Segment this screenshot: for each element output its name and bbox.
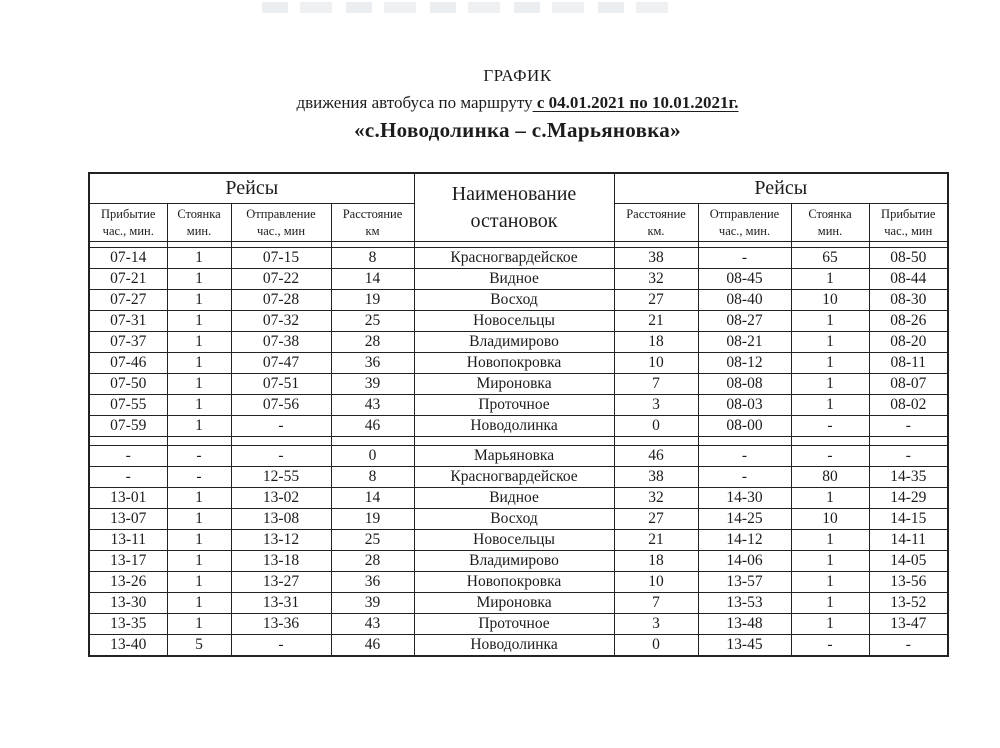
cell-stop-right: 1 bbox=[791, 374, 869, 395]
cell-departure-right: 08-21 bbox=[698, 332, 791, 353]
schedule-table bbox=[88, 172, 949, 657]
cell-departure-left: 07-56 bbox=[231, 395, 331, 416]
cell-distance-left: 46 bbox=[331, 416, 414, 437]
cell-departure-left: 07-51 bbox=[231, 374, 331, 395]
cell-stop-left: 1 bbox=[167, 332, 231, 353]
cell-stop-left: 1 bbox=[167, 593, 231, 614]
cell-arrival-right: 14-11 bbox=[869, 530, 948, 551]
col-header-arrival-left bbox=[89, 204, 167, 242]
cell-stop-left: 1 bbox=[167, 614, 231, 635]
cell-departure-right: 13-48 bbox=[698, 614, 791, 635]
stops-header-line1: Наименование bbox=[451, 182, 577, 205]
cell-departure-left: - bbox=[231, 446, 331, 467]
cell-departure-left: 13-36 bbox=[231, 614, 331, 635]
cell-distance-right: 32 bbox=[614, 269, 698, 290]
cell-distance-right: 27 bbox=[614, 509, 698, 530]
table-row bbox=[89, 395, 948, 416]
table-row bbox=[89, 374, 948, 395]
cell-arrival-right: - bbox=[869, 416, 948, 437]
cell-arrival-right: 08-11 bbox=[869, 353, 948, 374]
cell-stop-right: 1 bbox=[791, 593, 869, 614]
cell-stop-left: 1 bbox=[167, 416, 231, 437]
cell-stop-right: 1 bbox=[791, 530, 869, 551]
cell-departure-right: 08-45 bbox=[698, 269, 791, 290]
cell-departure-right: 14-06 bbox=[698, 551, 791, 572]
cell-stop-right: 1 bbox=[791, 488, 869, 509]
route-dates: с 04.01.2021 по 10.01.2021г. bbox=[532, 92, 739, 112]
cell-stop-right: 1 bbox=[791, 353, 869, 374]
cell-stop-left: 1 bbox=[167, 269, 231, 290]
cell-stop-right: 1 bbox=[791, 614, 869, 635]
cell-departure-left: 13-08 bbox=[231, 509, 331, 530]
group-header-row bbox=[89, 173, 948, 204]
cell-stop-right: 10 bbox=[791, 290, 869, 311]
cell-arrival-left: 13-17 bbox=[89, 551, 167, 572]
cell-stop-left: 1 bbox=[167, 572, 231, 593]
cell-arrival-right: 13-47 bbox=[869, 614, 948, 635]
cell-station: Новодолинка bbox=[414, 416, 614, 437]
cell-stop-right: 65 bbox=[791, 248, 869, 269]
table-row bbox=[89, 488, 948, 509]
cell-stop-left: 1 bbox=[167, 311, 231, 332]
document-title-block bbox=[88, 66, 947, 142]
cell-station: Красногвардейское bbox=[414, 248, 614, 269]
cell-arrival-right: 08-50 bbox=[869, 248, 948, 269]
spacer-cell bbox=[791, 437, 869, 446]
cell-departure-left: 07-15 bbox=[231, 248, 331, 269]
cell-stop-right: - bbox=[791, 446, 869, 467]
cell-arrival-right: 08-30 bbox=[869, 290, 948, 311]
col-header-distance-right bbox=[614, 204, 698, 242]
table-body bbox=[89, 173, 948, 656]
table-row bbox=[89, 530, 948, 551]
cell-station: Видное bbox=[414, 269, 614, 290]
spacer-cell bbox=[167, 437, 231, 446]
cell-arrival-right: 13-56 bbox=[869, 572, 948, 593]
cell-stop-left: 1 bbox=[167, 374, 231, 395]
cell-departure-right: 08-27 bbox=[698, 311, 791, 332]
cell-arrival-left: 07-21 bbox=[89, 269, 167, 290]
cell-station: Восход bbox=[414, 509, 614, 530]
cell-arrival-left: - bbox=[89, 467, 167, 488]
col-header-label: Расстояние bbox=[342, 207, 403, 222]
cell-arrival-left: 13-40 bbox=[89, 635, 167, 657]
cell-distance-right: 18 bbox=[614, 551, 698, 572]
cell-distance-left: 28 bbox=[331, 551, 414, 572]
cell-distance-left: 39 bbox=[331, 374, 414, 395]
cell-distance-right: 0 bbox=[614, 635, 698, 657]
table-row bbox=[89, 248, 948, 269]
col-header-arrival-right bbox=[869, 204, 948, 242]
cell-distance-left: 8 bbox=[331, 467, 414, 488]
cell-station: Проточное bbox=[414, 614, 614, 635]
right-trips-group-header: Рейсы bbox=[614, 173, 948, 204]
cell-departure-right: 08-03 bbox=[698, 395, 791, 416]
col-header-label: Стоянка bbox=[808, 207, 852, 222]
col-header-label: Отправление bbox=[246, 207, 316, 222]
table-row bbox=[89, 290, 948, 311]
cell-departure-left: 07-32 bbox=[231, 311, 331, 332]
cell-arrival-left: 13-35 bbox=[89, 614, 167, 635]
table-row bbox=[89, 311, 948, 332]
table-row bbox=[89, 614, 948, 635]
cell-arrival-left: 07-14 bbox=[89, 248, 167, 269]
col-header-units: мин. bbox=[817, 223, 843, 238]
col-header-departure-left bbox=[231, 204, 331, 242]
cell-stop-left: - bbox=[167, 467, 231, 488]
cell-stop-left: 1 bbox=[167, 551, 231, 572]
cell-distance-left: 46 bbox=[331, 635, 414, 657]
stops-column-header bbox=[414, 173, 614, 242]
cell-distance-right: 21 bbox=[614, 530, 698, 551]
cell-departure-right: 14-30 bbox=[698, 488, 791, 509]
cell-arrival-right: - bbox=[869, 446, 948, 467]
cell-stop-left: 1 bbox=[167, 395, 231, 416]
cell-distance-right: 38 bbox=[614, 248, 698, 269]
cell-station: Новопокровка bbox=[414, 572, 614, 593]
spacer-cell bbox=[331, 437, 414, 446]
table-row bbox=[89, 353, 948, 374]
spacer-row bbox=[89, 437, 948, 446]
cell-station: Новосельцы bbox=[414, 530, 614, 551]
cell-departure-left: - bbox=[231, 416, 331, 437]
cell-stop-right: 1 bbox=[791, 332, 869, 353]
cell-distance-right: 27 bbox=[614, 290, 698, 311]
cell-stop-right: 1 bbox=[791, 269, 869, 290]
cell-departure-left: 07-38 bbox=[231, 332, 331, 353]
cell-departure-right: 14-12 bbox=[698, 530, 791, 551]
cell-stop-right: - bbox=[791, 635, 869, 657]
cell-distance-left: 14 bbox=[331, 269, 414, 290]
table-row bbox=[89, 593, 948, 614]
cell-arrival-left: 07-31 bbox=[89, 311, 167, 332]
cell-stop-left: 1 bbox=[167, 353, 231, 374]
cell-station: Проточное bbox=[414, 395, 614, 416]
cell-arrival-right: 13-52 bbox=[869, 593, 948, 614]
route-subtitle bbox=[88, 93, 947, 113]
cell-arrival-right: 14-15 bbox=[869, 509, 948, 530]
cell-arrival-right: 08-07 bbox=[869, 374, 948, 395]
col-header-distance-left bbox=[331, 204, 414, 242]
cell-departure-left: 13-02 bbox=[231, 488, 331, 509]
cell-station: Видное bbox=[414, 488, 614, 509]
cell-arrival-left: 07-46 bbox=[89, 353, 167, 374]
table-row bbox=[89, 635, 948, 657]
cell-stop-left: - bbox=[167, 446, 231, 467]
left-trips-group-header: Рейсы bbox=[89, 173, 414, 204]
cell-distance-right: 38 bbox=[614, 467, 698, 488]
cell-station: Владимирово bbox=[414, 551, 614, 572]
cell-distance-left: 25 bbox=[331, 311, 414, 332]
cell-arrival-left: 13-26 bbox=[89, 572, 167, 593]
cell-stop-left: 1 bbox=[167, 488, 231, 509]
cell-arrival-left: 07-59 bbox=[89, 416, 167, 437]
table-row bbox=[89, 269, 948, 290]
cell-arrival-right: 14-29 bbox=[869, 488, 948, 509]
cell-distance-right: 0 bbox=[614, 416, 698, 437]
cell-distance-right: 32 bbox=[614, 488, 698, 509]
cell-distance-right: 7 bbox=[614, 593, 698, 614]
cell-distance-right: 21 bbox=[614, 311, 698, 332]
cell-departure-left: 07-22 bbox=[231, 269, 331, 290]
col-header-units: км bbox=[365, 223, 380, 238]
cell-distance-right: 3 bbox=[614, 395, 698, 416]
cell-arrival-left: 13-07 bbox=[89, 509, 167, 530]
cell-arrival-left: 07-55 bbox=[89, 395, 167, 416]
cell-departure-left: 13-12 bbox=[231, 530, 331, 551]
col-header-units: мин. bbox=[186, 223, 212, 238]
spacer-cell bbox=[89, 437, 167, 446]
table-row bbox=[89, 446, 948, 467]
col-header-label: Прибытие bbox=[101, 207, 156, 222]
cell-arrival-right: 08-20 bbox=[869, 332, 948, 353]
cell-distance-left: 19 bbox=[331, 509, 414, 530]
cell-arrival-right: 14-35 bbox=[869, 467, 948, 488]
spacer-cell bbox=[231, 437, 331, 446]
cell-departure-right: - bbox=[698, 446, 791, 467]
cell-arrival-left: 07-27 bbox=[89, 290, 167, 311]
cell-station: Владимирово bbox=[414, 332, 614, 353]
col-header-label: Прибытие bbox=[881, 207, 936, 222]
col-header-units: час., мин. bbox=[718, 223, 771, 238]
cell-arrival-right: 14-05 bbox=[869, 551, 948, 572]
table-row bbox=[89, 551, 948, 572]
table-row bbox=[89, 416, 948, 437]
cell-arrival-right: 08-44 bbox=[869, 269, 948, 290]
cell-departure-left: 07-28 bbox=[231, 290, 331, 311]
cell-stop-right: 1 bbox=[791, 551, 869, 572]
col-header-label: Стоянка bbox=[177, 207, 221, 222]
col-header-units: час., мин bbox=[884, 223, 933, 238]
cell-departure-right: 08-12 bbox=[698, 353, 791, 374]
spacer-cell bbox=[414, 437, 614, 446]
cell-departure-left: 13-27 bbox=[231, 572, 331, 593]
table-row bbox=[89, 572, 948, 593]
cell-distance-right: 46 bbox=[614, 446, 698, 467]
cell-distance-left: 28 bbox=[331, 332, 414, 353]
cell-distance-left: 43 bbox=[331, 395, 414, 416]
col-header-label: Расстояние bbox=[626, 207, 686, 222]
cell-departure-left: 07-47 bbox=[231, 353, 331, 374]
cell-station: Красногвардейское bbox=[414, 467, 614, 488]
cell-station: Новодолинка bbox=[414, 635, 614, 657]
cell-departure-right: 13-57 bbox=[698, 572, 791, 593]
top-crop-artifact bbox=[262, 2, 677, 13]
cell-distance-right: 10 bbox=[614, 353, 698, 374]
cell-station: Восход bbox=[414, 290, 614, 311]
cell-departure-right: 13-53 bbox=[698, 593, 791, 614]
cell-departure-left: - bbox=[231, 635, 331, 657]
cell-distance-right: 18 bbox=[614, 332, 698, 353]
cell-stop-left: 5 bbox=[167, 635, 231, 657]
cell-station: Новопокровка bbox=[414, 353, 614, 374]
cell-arrival-right: - bbox=[869, 635, 948, 657]
cell-distance-right: 10 bbox=[614, 572, 698, 593]
col-header-units: час., мин. bbox=[102, 223, 154, 238]
cell-distance-left: 25 bbox=[331, 530, 414, 551]
cell-departure-left: 13-18 bbox=[231, 551, 331, 572]
cell-stop-left: 1 bbox=[167, 290, 231, 311]
cell-distance-left: 43 bbox=[331, 614, 414, 635]
cell-stop-right: 1 bbox=[791, 395, 869, 416]
col-header-units: час., мин bbox=[256, 223, 306, 238]
cell-arrival-left: - bbox=[89, 446, 167, 467]
spacer-cell bbox=[614, 437, 698, 446]
cell-departure-right: 14-25 bbox=[698, 509, 791, 530]
cell-arrival-right: 08-26 bbox=[869, 311, 948, 332]
cell-departure-right: 08-08 bbox=[698, 374, 791, 395]
route-name: «с.Новодолинка – с.Марьяновка» bbox=[354, 118, 681, 143]
cell-station: Марьяновка bbox=[414, 446, 614, 467]
cell-stop-left: 1 bbox=[167, 530, 231, 551]
col-header-label: Отправление bbox=[709, 207, 780, 222]
cell-distance-left: 0 bbox=[331, 446, 414, 467]
spacer-cell bbox=[869, 437, 948, 446]
col-header-departure-right bbox=[698, 204, 791, 242]
cell-stop-right: 10 bbox=[791, 509, 869, 530]
cell-departure-right: 13-45 bbox=[698, 635, 791, 657]
table-row bbox=[89, 509, 948, 530]
col-header-units: км. bbox=[647, 223, 665, 238]
cell-distance-left: 39 bbox=[331, 593, 414, 614]
cell-stop-right: 80 bbox=[791, 467, 869, 488]
cell-arrival-left: 13-11 bbox=[89, 530, 167, 551]
cell-distance-left: 36 bbox=[331, 353, 414, 374]
route-subtitle-text: движения автобуса по маршруту bbox=[296, 92, 533, 112]
col-header-stop-right bbox=[791, 204, 869, 242]
stops-header-line2: остановок bbox=[470, 209, 558, 232]
schedule-title: ГРАФИК bbox=[483, 66, 552, 85]
cell-departure-right: 08-00 bbox=[698, 416, 791, 437]
col-header-stop-left bbox=[167, 204, 231, 242]
cell-distance-right: 3 bbox=[614, 614, 698, 635]
table-row bbox=[89, 332, 948, 353]
cell-station: Мироновка bbox=[414, 374, 614, 395]
cell-distance-left: 8 bbox=[331, 248, 414, 269]
cell-stop-right: - bbox=[791, 416, 869, 437]
cell-arrival-left: 13-30 bbox=[89, 593, 167, 614]
cell-station: Новосельцы bbox=[414, 311, 614, 332]
cell-arrival-right: 08-02 bbox=[869, 395, 948, 416]
cell-departure-right: - bbox=[698, 248, 791, 269]
table-row bbox=[89, 467, 948, 488]
cell-distance-left: 36 bbox=[331, 572, 414, 593]
cell-distance-right: 7 bbox=[614, 374, 698, 395]
cell-departure-left: 12-55 bbox=[231, 467, 331, 488]
cell-station: Мироновка bbox=[414, 593, 614, 614]
cell-stop-right: 1 bbox=[791, 311, 869, 332]
cell-stop-left: 1 bbox=[167, 509, 231, 530]
cell-arrival-left: 07-37 bbox=[89, 332, 167, 353]
spacer-cell bbox=[698, 437, 791, 446]
cell-arrival-left: 13-01 bbox=[89, 488, 167, 509]
cell-distance-left: 14 bbox=[331, 488, 414, 509]
cell-stop-right: 1 bbox=[791, 572, 869, 593]
cell-departure-left: 13-31 bbox=[231, 593, 331, 614]
cell-departure-right: 08-40 bbox=[698, 290, 791, 311]
cell-arrival-left: 07-50 bbox=[89, 374, 167, 395]
cell-stop-left: 1 bbox=[167, 248, 231, 269]
cell-distance-left: 19 bbox=[331, 290, 414, 311]
cell-departure-right: - bbox=[698, 467, 791, 488]
